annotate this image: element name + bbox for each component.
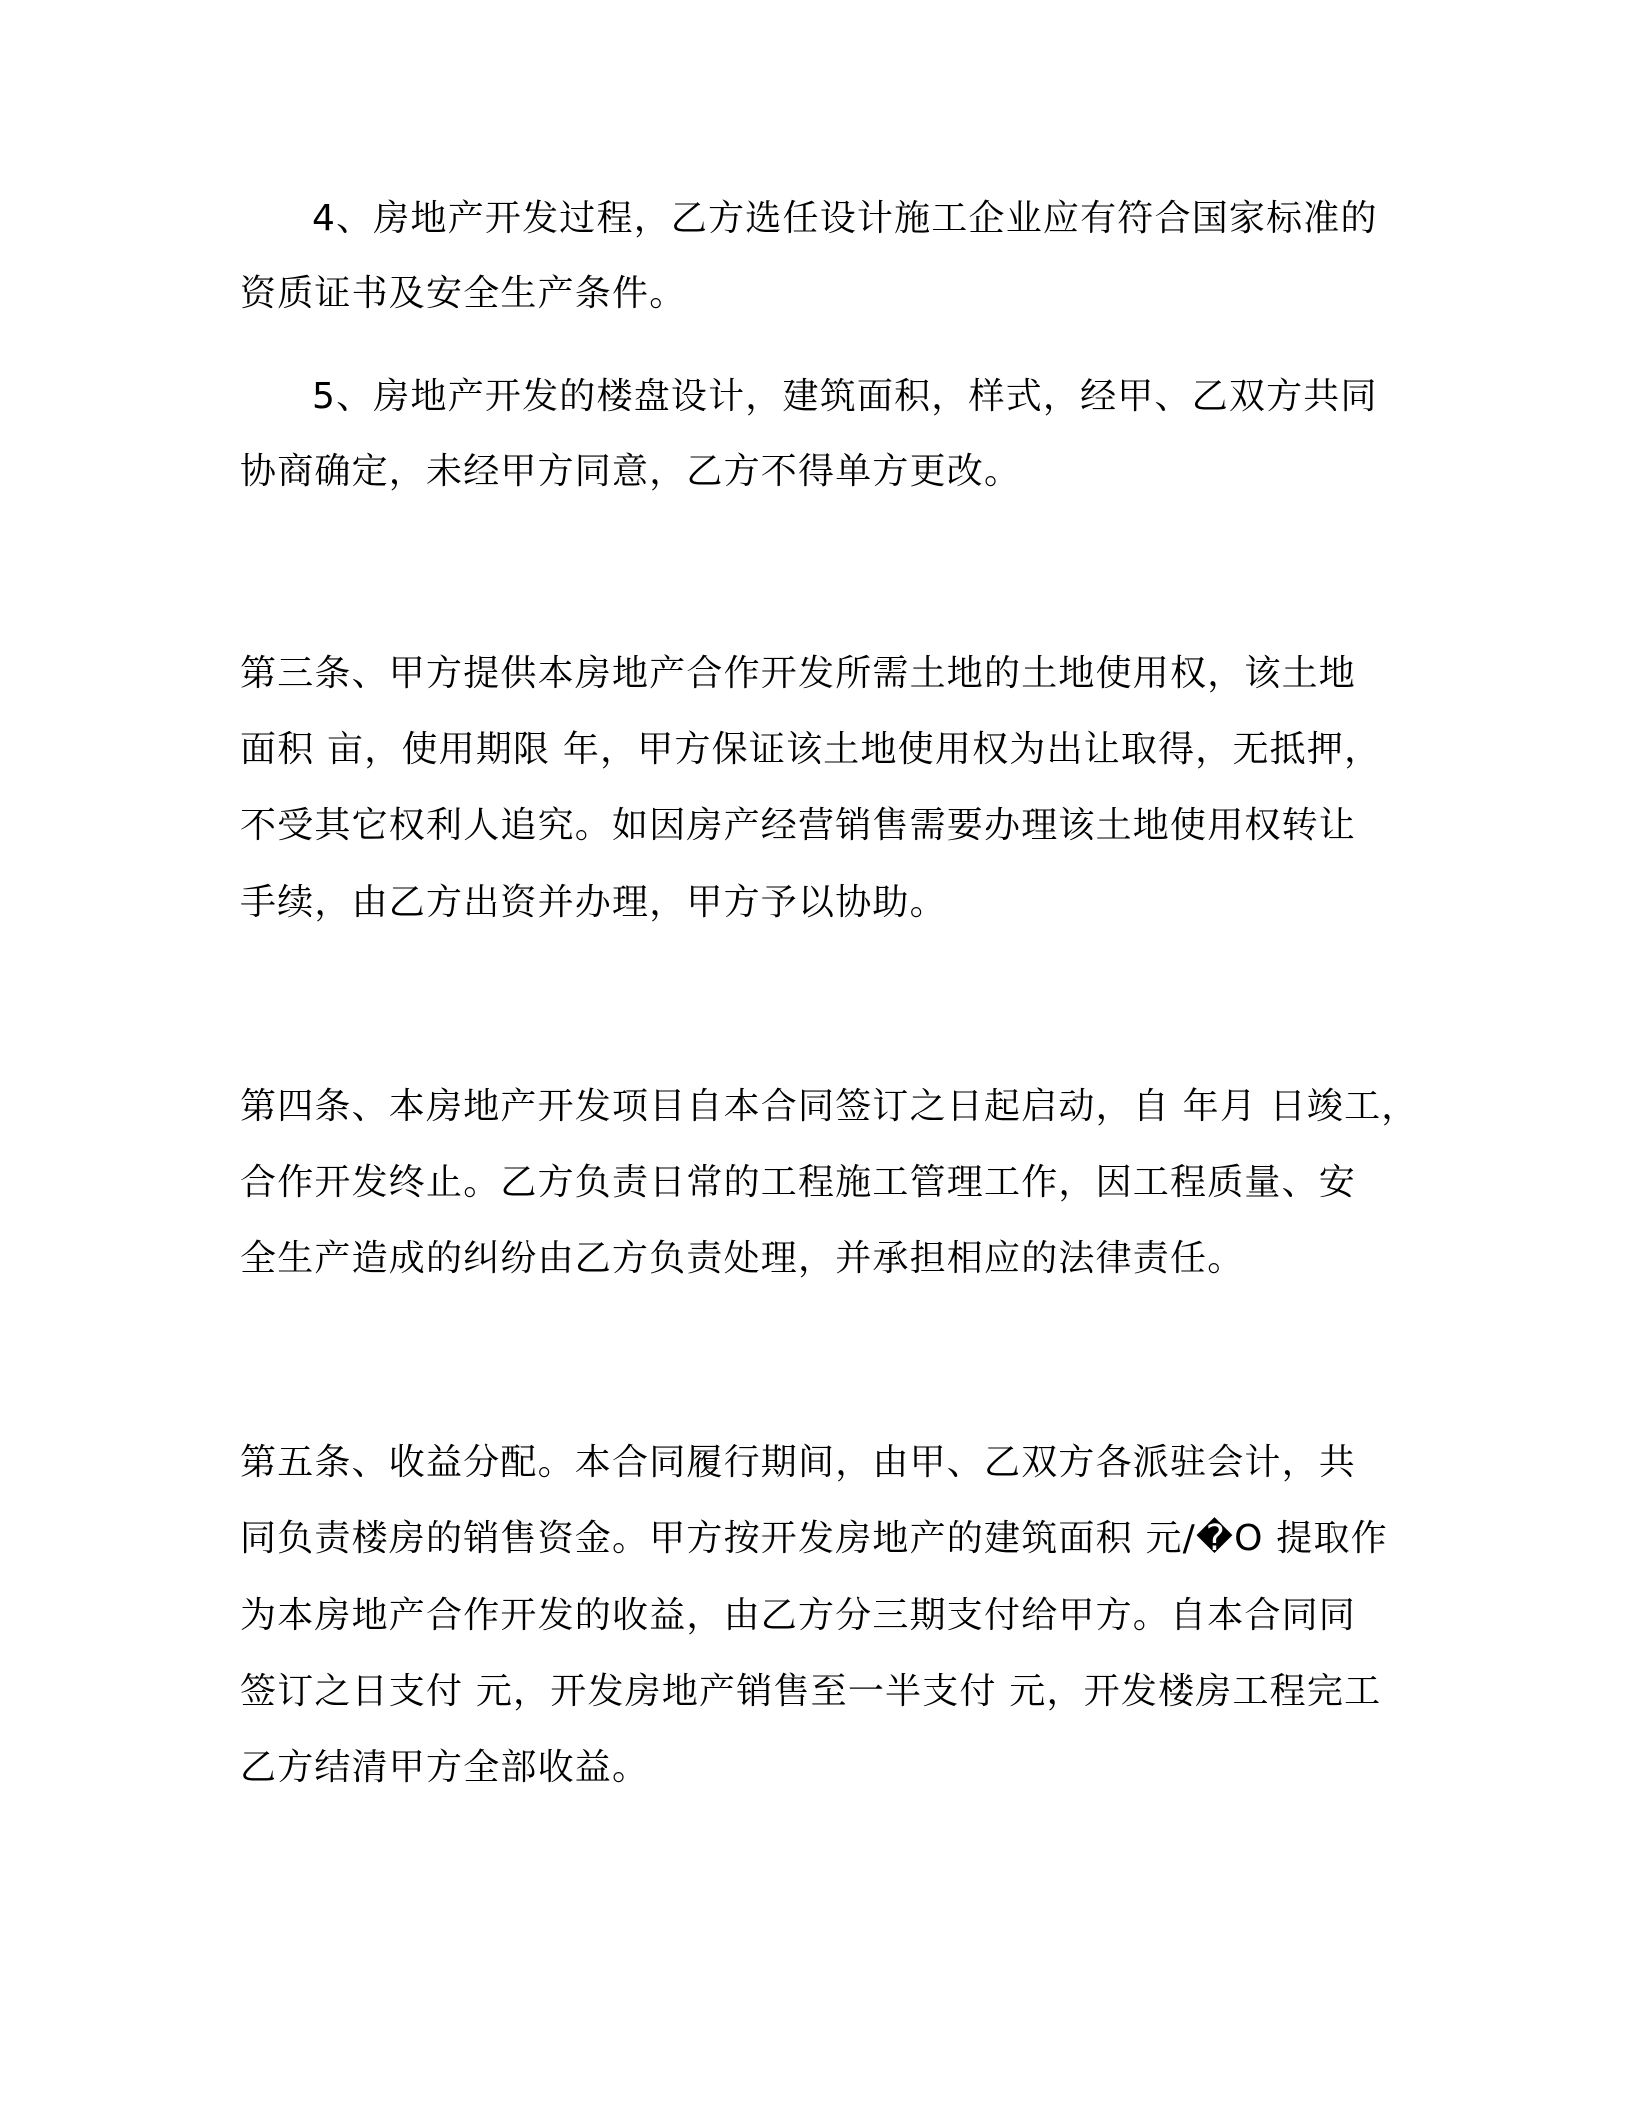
- text-line: 签订之日支付 元，开发房地产销售至一半支付 元，开发楼房工程完工: [240, 1671, 1382, 1712]
- text-line: 第四条、本房地产开发项目自本合同签订之日起启动，自 年月 日竣工，: [240, 1086, 1419, 1127]
- text-line: 同负责楼房的销售资金。甲方按开发房地产的建筑面积 元/�O 提取作: [240, 1518, 1388, 1559]
- text-line: 协商确定，未经甲方同意，乙方不得单方更改。: [240, 451, 1022, 492]
- text-line: 面积 亩，使用期限 年，甲方保证该土地使用权为出让取得，无抵押，: [240, 729, 1382, 770]
- text-line: 合作开发终止。乙方负责日常的工程施工管理工作，因工程质量、安: [240, 1162, 1357, 1203]
- text-line: 全生产造成的纠纷由乙方负责处理，并承担相应的法律责任。: [240, 1238, 1245, 1279]
- text-line: 4、房地产开发过程，乙方选任设计施工企业应有符合国家标准的: [312, 198, 1378, 239]
- text-line: 乙方结清甲方全部收益。: [240, 1747, 650, 1788]
- text-line: 为本房地产合作开发的收益，由乙方分三期支付给甲方。自本合同同: [240, 1595, 1357, 1636]
- text-line: 5、房地产开发的楼盘设计，建筑面积，样式，经甲、乙双方共同: [312, 376, 1378, 417]
- text-line: 资质证书及安全生产条件。: [240, 273, 687, 314]
- text-line: 第五条、收益分配。本合同履行期间，由甲、乙双方各派驻会计，共: [240, 1442, 1357, 1483]
- text-line: 不受其它权利人追究。如因房产经营销售需要办理该土地使用权转让: [240, 805, 1357, 846]
- text-line: 第三条、甲方提供本房地产合作开发所需土地的土地使用权，该土地: [240, 653, 1357, 694]
- text-line: 手续，由乙方出资并办理，甲方予以协助。: [240, 882, 947, 923]
